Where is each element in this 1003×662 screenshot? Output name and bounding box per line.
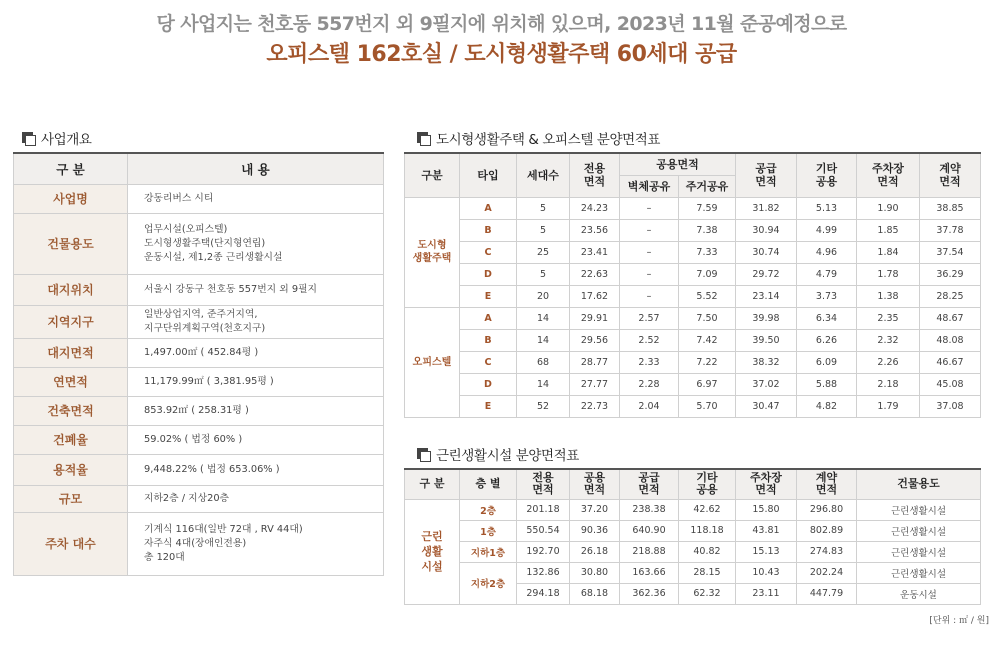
cell-text-line: 공용	[696, 483, 718, 497]
headline-line2: 오피스텔 162호실 / 도시형생활주택 60세대 공급	[266, 42, 737, 67]
value-cell: 14	[517, 307, 570, 329]
cell-text-line: 전용	[583, 162, 606, 176]
cell-text-line: 주차장	[872, 162, 904, 176]
table-row	[405, 263, 981, 285]
value-cell: 15.80	[736, 499, 797, 520]
header-common: 공용면적	[620, 153, 736, 175]
value-cell: 202.24	[797, 562, 857, 583]
table-row	[14, 454, 384, 485]
cell-text-line: 지구단위계획구역(천호지구)	[144, 322, 266, 334]
cell-text-line: 면적	[532, 483, 554, 497]
value-cell: 7.33	[679, 241, 736, 263]
row-label: 건물용도	[14, 213, 128, 274]
value-cell: 37.08	[920, 395, 981, 417]
header-label: 구 분	[14, 153, 128, 184]
row-value	[128, 396, 384, 425]
value-cell: 2.57	[620, 307, 679, 329]
cell-text-line: 면적	[815, 483, 838, 497]
table-header-row	[14, 153, 384, 184]
section-bullet-icon	[22, 132, 35, 145]
overview-section-title	[22, 128, 92, 148]
value-cell: 6.34	[797, 307, 857, 329]
value-cell: –	[620, 241, 679, 263]
section-bullet-icon	[417, 448, 430, 461]
value-cell: 6.09	[797, 351, 857, 373]
value-cell: 2.35	[857, 307, 920, 329]
value-cell: 640.90	[620, 520, 679, 541]
table-header-row	[405, 469, 981, 499]
retail-title: 근린생활시설 분양면적표	[436, 448, 579, 464]
value-cell: 274.83	[797, 541, 857, 562]
overview-table	[13, 152, 384, 576]
area-title: 도시형생활주택 & 오피스텔 분양면적표	[436, 132, 661, 148]
value-cell: 22.73	[570, 395, 620, 417]
value-cell: 48.08	[920, 329, 981, 351]
cell-text-line: 면적	[877, 175, 899, 189]
table-row	[405, 197, 981, 219]
value-cell: 39.50	[736, 329, 797, 351]
section-bullet-icon	[417, 132, 430, 145]
cell-text-line: 공용	[583, 471, 606, 485]
value-cell: 43.81	[736, 520, 797, 541]
table-row	[14, 305, 384, 338]
table-row	[405, 541, 981, 562]
row-label: 연면적	[14, 367, 128, 396]
cell-text-line: 면적	[939, 175, 961, 189]
row-value	[128, 454, 384, 485]
value-cell: 2.26	[857, 351, 920, 373]
value-cell: 14	[517, 373, 570, 395]
value-cell: 294.18	[517, 583, 570, 604]
value-cell: 38.32	[736, 351, 797, 373]
table-row	[405, 520, 981, 541]
value-cell: 42.62	[679, 499, 736, 520]
floor-cell: 지하2층	[460, 562, 517, 604]
value-cell: 37.02	[736, 373, 797, 395]
value-cell: 근린생활시설	[857, 562, 981, 583]
value-cell: 23.41	[570, 241, 620, 263]
value-cell: 28.25	[920, 285, 981, 307]
cell-text-line: 59.02% ( 법정 60% )	[144, 433, 243, 445]
value-cell: 68	[517, 351, 570, 373]
table-row	[405, 329, 981, 351]
floor-cell: 지하1층	[460, 541, 517, 562]
value-cell: 15.13	[736, 541, 797, 562]
row-value	[128, 305, 384, 338]
value-cell: 7.38	[679, 219, 736, 241]
header-exclusive	[517, 469, 570, 499]
value-cell: 37.20	[570, 499, 620, 520]
header-group: 구분	[405, 153, 460, 197]
value-cell: 7.09	[679, 263, 736, 285]
header-units: 세대수	[517, 153, 570, 197]
header-common	[570, 469, 620, 499]
table-row	[14, 367, 384, 396]
cell-text-line: 면적	[583, 175, 606, 189]
overview-title: 사업개요	[41, 132, 92, 148]
cell-text-line: 총 120대	[144, 551, 185, 563]
value-cell: 45.08	[920, 373, 981, 395]
header-parking	[736, 469, 797, 499]
cell-text-line: 면적	[755, 483, 777, 497]
value-cell: 23.56	[570, 219, 620, 241]
header-common-res: 주거공유	[679, 175, 736, 197]
value-cell: 5	[517, 263, 570, 285]
cell-text-line: 1,497.00㎡ ( 452.84평 )	[144, 346, 259, 358]
value-cell: 29.72	[736, 263, 797, 285]
value-cell: 5.13	[797, 197, 857, 219]
value-cell: 27.77	[570, 373, 620, 395]
value-cell: 근린생활시설	[857, 499, 981, 520]
value-cell: 447.79	[797, 583, 857, 604]
header-contract	[797, 469, 857, 499]
value-cell: 14	[517, 329, 570, 351]
header-supply	[736, 153, 797, 197]
value-cell: 20	[517, 285, 570, 307]
row-label: 건축면적	[14, 396, 128, 425]
cell-text-line: 근린	[421, 530, 443, 543]
value-cell: 163.66	[620, 562, 679, 583]
value-cell: 2.52	[620, 329, 679, 351]
cell-text-line: 업무시설(오피스텔)	[144, 223, 228, 235]
area-table	[404, 152, 981, 418]
value-cell: 1.78	[857, 263, 920, 285]
type-cell: B	[460, 219, 517, 241]
group-label	[405, 197, 460, 307]
header-parking	[857, 153, 920, 197]
value-cell: 29.56	[570, 329, 620, 351]
value-cell: 26.18	[570, 541, 620, 562]
value-cell: 6.97	[679, 373, 736, 395]
value-cell: 38.85	[920, 197, 981, 219]
header-exclusive	[570, 153, 620, 197]
value-cell: 근린생활시설	[857, 520, 981, 541]
value-cell: –	[620, 285, 679, 307]
cell-text-line: 공용	[815, 175, 838, 189]
value-cell: 7.50	[679, 307, 736, 329]
value-cell: 4.96	[797, 241, 857, 263]
type-cell: C	[460, 351, 517, 373]
value-cell: 2.32	[857, 329, 920, 351]
value-cell: 30.94	[736, 219, 797, 241]
headline-line1: 당 사업지는 천호동 557번지 외 9필지에 위치해 있으며, 2023년 11월 준공예정으로	[156, 13, 847, 35]
value-cell: 1.84	[857, 241, 920, 263]
table-row	[14, 425, 384, 454]
value-cell: 1.85	[857, 219, 920, 241]
row-label: 대지면적	[14, 338, 128, 367]
group-label	[405, 307, 460, 417]
value-cell: 238.38	[620, 499, 679, 520]
row-value	[128, 184, 384, 213]
type-cell: D	[460, 373, 517, 395]
cell-text-line: 공급	[638, 471, 660, 485]
header-common-wall: 벽체공유	[620, 175, 679, 197]
cell-text-line: 강동리버스 시티	[144, 192, 214, 204]
row-label: 주차 대수	[14, 512, 128, 575]
cell-text-line: 계약	[815, 471, 838, 485]
value-cell: 37.54	[920, 241, 981, 263]
cell-text-line: 생활	[421, 545, 443, 558]
value-cell: 802.89	[797, 520, 857, 541]
value-cell: 37.78	[920, 219, 981, 241]
type-cell: C	[460, 241, 517, 263]
value-cell: 23.11	[736, 583, 797, 604]
value-cell: 30.47	[736, 395, 797, 417]
value-cell: 7.59	[679, 197, 736, 219]
value-cell: –	[620, 263, 679, 285]
type-cell: A	[460, 197, 517, 219]
value-cell: 5.88	[797, 373, 857, 395]
retail-table	[404, 468, 981, 605]
value-cell: 1.79	[857, 395, 920, 417]
cell-text-line: 오피스텔	[412, 356, 452, 368]
value-cell: 5	[517, 197, 570, 219]
table-row	[405, 219, 981, 241]
row-label: 지역지구	[14, 305, 128, 338]
value-cell: 40.82	[679, 541, 736, 562]
value-cell: 10.43	[736, 562, 797, 583]
table-row	[405, 499, 981, 520]
header-group: 구 분	[405, 469, 460, 499]
row-value	[128, 512, 384, 575]
type-cell: E	[460, 395, 517, 417]
header-other	[679, 469, 736, 499]
cell-text-line: 도시형생활주택(단지형연립)	[144, 237, 266, 249]
value-cell: 2.28	[620, 373, 679, 395]
value-cell: 52	[517, 395, 570, 417]
group-label	[405, 499, 460, 604]
header-contract	[920, 153, 981, 197]
value-cell: 68.18	[570, 583, 620, 604]
value-cell: 4.79	[797, 263, 857, 285]
value-cell: –	[620, 197, 679, 219]
cell-text-line: 지하2층 / 지상20층	[144, 492, 230, 504]
value-cell: 17.62	[570, 285, 620, 307]
value-cell: 5.52	[679, 285, 736, 307]
value-cell: 22.63	[570, 263, 620, 285]
row-value	[128, 367, 384, 396]
row-label: 규모	[14, 485, 128, 512]
value-cell: 운동시설	[857, 583, 981, 604]
unit-note: [단위 : ㎡ / 원]	[929, 616, 989, 626]
cell-text-line: 전용	[532, 471, 554, 485]
row-value	[128, 338, 384, 367]
row-label: 용적율	[14, 454, 128, 485]
value-cell: 118.18	[679, 520, 736, 541]
table-row	[14, 274, 384, 305]
value-cell: –	[620, 219, 679, 241]
cell-text-line: 자주식 4대(장애인전용)	[144, 537, 247, 549]
header-type: 타입	[460, 153, 517, 197]
value-cell: 24.23	[570, 197, 620, 219]
cell-text-line: 공급	[755, 162, 777, 176]
table-row	[405, 373, 981, 395]
retail-section-title	[417, 444, 579, 464]
cell-text-line: 면적	[583, 483, 606, 497]
value-cell: 7.22	[679, 351, 736, 373]
cell-text-line: 기계식 116대(일반 72대 , RV 44대)	[144, 523, 303, 535]
value-cell: 218.88	[620, 541, 679, 562]
value-cell: 46.67	[920, 351, 981, 373]
cell-text-line: 도시형	[417, 240, 447, 251]
value-cell: 1.90	[857, 197, 920, 219]
value-cell: 28.15	[679, 562, 736, 583]
cell-text-line: 면적	[638, 483, 660, 497]
cell-text-line: 운동시설, 제1,2종 근리생활시설	[144, 251, 283, 263]
value-cell: 3.73	[797, 285, 857, 307]
value-cell: 근린생활시설	[857, 541, 981, 562]
value-cell: 550.54	[517, 520, 570, 541]
value-cell: 296.80	[797, 499, 857, 520]
floor-cell: 2층	[460, 499, 517, 520]
cell-text-line: 853.92㎡ ( 258.31평 )	[144, 404, 249, 416]
type-cell: D	[460, 263, 517, 285]
value-cell: 192.70	[517, 541, 570, 562]
table-row	[14, 213, 384, 274]
type-cell: B	[460, 329, 517, 351]
cell-text-line: 계약	[939, 162, 961, 176]
table-row	[14, 184, 384, 213]
value-cell: 31.82	[736, 197, 797, 219]
value-cell: 2.33	[620, 351, 679, 373]
type-cell: E	[460, 285, 517, 307]
header-floor: 층 별	[460, 469, 517, 499]
cell-text-line: 생활주택	[412, 253, 452, 264]
table-row	[405, 351, 981, 373]
value-cell: 5.70	[679, 395, 736, 417]
value-cell: 362.36	[620, 583, 679, 604]
cell-text-line: 일반상업지역, 준주거지역,	[144, 308, 258, 320]
header-usage: 건물용도	[857, 469, 981, 499]
value-cell: 4.82	[797, 395, 857, 417]
table-row	[14, 512, 384, 575]
floor-cell: 1층	[460, 520, 517, 541]
table-row	[14, 396, 384, 425]
row-label: 대지위치	[14, 274, 128, 305]
table-row	[405, 307, 981, 329]
value-cell: 28.77	[570, 351, 620, 373]
value-cell: 48.67	[920, 307, 981, 329]
row-label: 건폐율	[14, 425, 128, 454]
value-cell: 39.98	[736, 307, 797, 329]
value-cell: 29.91	[570, 307, 620, 329]
value-cell: 90.36	[570, 520, 620, 541]
row-value	[128, 485, 384, 512]
cell-text-line: 기타	[696, 471, 718, 485]
row-label: 사업명	[14, 184, 128, 213]
area-section-title	[417, 128, 660, 148]
value-cell: 1.38	[857, 285, 920, 307]
value-cell: 7.42	[679, 329, 736, 351]
cell-text-line: 면적	[755, 175, 777, 189]
value-cell: 25	[517, 241, 570, 263]
value-cell: 62.32	[679, 583, 736, 604]
type-cell: A	[460, 307, 517, 329]
table-row	[405, 285, 981, 307]
value-cell: 36.29	[920, 263, 981, 285]
cell-text-line: 9,448.22% ( 법정 653.06% )	[144, 463, 280, 475]
value-cell: 30.74	[736, 241, 797, 263]
value-cell: 2.18	[857, 373, 920, 395]
value-cell: 201.18	[517, 499, 570, 520]
header-value: 내 용	[128, 153, 384, 184]
cell-text-line: 서울시 강동구 천호동 557번지 외 9필지	[144, 283, 317, 295]
value-cell: 4.99	[797, 219, 857, 241]
table-row	[405, 395, 981, 417]
table-row	[405, 241, 981, 263]
table-row	[14, 338, 384, 367]
cell-text-line: 주차장	[750, 471, 782, 485]
value-cell: 2.04	[620, 395, 679, 417]
value-cell: 30.80	[570, 562, 620, 583]
cell-text-line: 시설	[421, 560, 443, 573]
table-row	[14, 485, 384, 512]
row-value	[128, 274, 384, 305]
value-cell: 23.14	[736, 285, 797, 307]
row-value	[128, 425, 384, 454]
table-row	[405, 562, 981, 583]
header-other	[797, 153, 857, 197]
value-cell: 5	[517, 219, 570, 241]
table-header-row	[405, 153, 981, 175]
cell-text-line: 기타	[815, 162, 838, 176]
value-cell: 6.26	[797, 329, 857, 351]
value-cell: 132.86	[517, 562, 570, 583]
cell-text-line: 11,179.99㎡ ( 3,381.95평 )	[144, 375, 274, 387]
row-value	[128, 213, 384, 274]
header-supply	[620, 469, 679, 499]
